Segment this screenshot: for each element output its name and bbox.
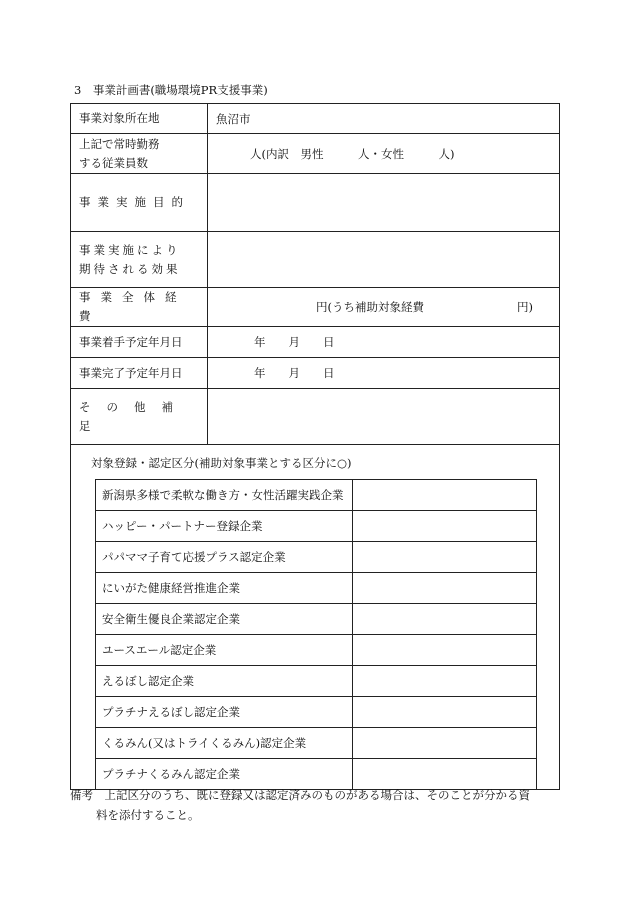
category-name: 安全衛生優良企業認定企業 <box>96 604 353 635</box>
label-location <box>71 104 208 134</box>
category-row <box>96 480 537 511</box>
remarks-note <box>70 785 570 825</box>
category-mark-cell[interactable] <box>353 573 537 604</box>
category-mark-cell[interactable] <box>353 728 537 759</box>
category-name: プラチナえるぼし認定企業 <box>96 697 353 728</box>
row-location <box>71 104 560 134</box>
category-row <box>96 635 537 666</box>
category-name: プラチナくるみん認定企業 <box>96 759 353 790</box>
row-start-date <box>71 327 560 358</box>
row-purpose <box>71 174 560 232</box>
label-purpose-text: 事業実施目的 <box>79 195 190 209</box>
label-purpose <box>71 174 208 232</box>
category-name: えるぼし認定企業 <box>96 666 353 697</box>
row-other <box>71 389 560 445</box>
category-row <box>96 666 537 697</box>
label-end-date: 事業完了予定年月日 <box>71 358 208 389</box>
row-cost <box>71 288 560 327</box>
row-employees <box>71 134 560 174</box>
field-cost-main: 円(うち補助対象経費 <box>316 300 424 314</box>
label-employees-line2: する従業員数 <box>79 155 148 170</box>
label-other <box>71 389 208 445</box>
category-name: ユースエール認定企業 <box>96 635 353 666</box>
category-mark-cell[interactable] <box>353 635 537 666</box>
row-categories <box>71 445 560 790</box>
label-employees-line1: 上記で常時勤務 <box>79 136 160 151</box>
category-mark-cell[interactable] <box>353 666 537 697</box>
category-mark-cell[interactable] <box>353 697 537 728</box>
label-effect-line2: 期待される効果 <box>79 261 181 276</box>
category-row <box>96 511 537 542</box>
category-mark-cell[interactable] <box>353 542 537 573</box>
label-location-text: 事業対象所在地 <box>79 111 160 125</box>
business-plan-table <box>70 103 560 790</box>
category-name: パパママ子育て応援プラス認定企業 <box>96 542 353 573</box>
category-row <box>96 542 537 573</box>
label-effect-line1: 事業実施により <box>79 242 181 257</box>
label-effect <box>71 232 208 288</box>
categories-table <box>95 479 537 789</box>
categories-cell <box>71 445 560 790</box>
remarks-line2: 料を添付すること。 <box>96 808 200 822</box>
category-row <box>96 728 537 759</box>
category-name: くるみん(又はトライくるみん)認定企業 <box>96 728 353 759</box>
label-employees <box>71 134 208 174</box>
category-name: にいがた健康経営推進企業 <box>96 573 353 604</box>
field-other[interactable] <box>208 389 560 445</box>
label-cost-text: 事業全体経費 <box>79 290 187 323</box>
field-end-date[interactable]: 年 月 日 <box>208 358 560 389</box>
category-mark-cell[interactable] <box>353 604 537 635</box>
category-row <box>96 573 537 604</box>
label-cost <box>71 288 208 327</box>
label-start-date: 事業着手予定年月日 <box>71 327 208 358</box>
field-effect[interactable] <box>208 232 560 288</box>
row-end-date <box>71 358 560 389</box>
category-row <box>96 697 537 728</box>
field-cost[interactable] <box>208 288 560 327</box>
category-mark-cell[interactable] <box>353 511 537 542</box>
label-other-text: その他補足 <box>79 399 189 433</box>
category-row <box>96 604 537 635</box>
field-purpose[interactable] <box>208 174 560 232</box>
form-heading: 3 事業計画書(職場環境PR支援事業) <box>74 83 268 97</box>
row-effect <box>71 232 560 288</box>
field-start-date[interactable]: 年 月 日 <box>208 327 560 358</box>
field-location[interactable]: 魚沼市 <box>208 104 560 134</box>
categories-title: 対象登録・認定区分(補助対象事業とする区分に○) <box>91 456 352 470</box>
category-mark-cell[interactable] <box>353 480 537 511</box>
field-employees[interactable]: 人(内訳 男性 人・女性 人) <box>208 134 560 174</box>
category-name: ハッピー・パートナー登録企業 <box>96 511 353 542</box>
remarks-line1: 備考 上記区分のうち、既に登録又は認定済みのものがある場合は、そのことが分かる資 <box>70 788 530 802</box>
field-cost-end: 円) <box>517 300 533 314</box>
category-name: 新潟県多様で柔軟な働き方・女性活躍実践企業 <box>96 480 353 511</box>
